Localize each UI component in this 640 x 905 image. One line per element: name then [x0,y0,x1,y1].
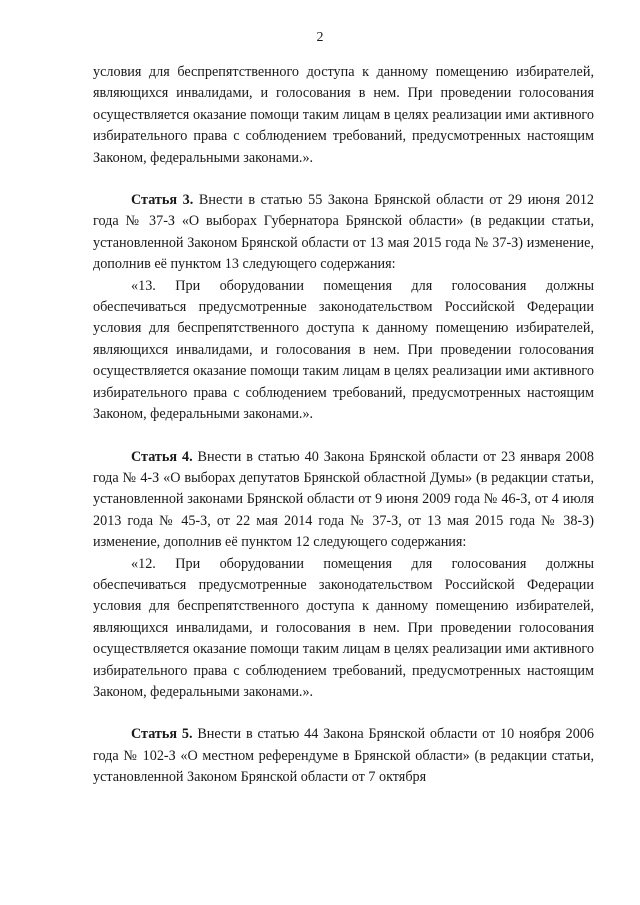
article-3-quote: «13. При оборудовании помещения для голосования должны обеспечиваться предусмотренные законодательством Российской Федерации условия для беспрепятственного доступа к данному помещению избирателей, являющихся инвалидами, и голосования в нем. При проведении голосования осуществляется оказание помощи таким лицам в целях реализации ими активного избирательного права с соблюдением требований, предусмотренных настоящим Законом, федеральными законами.». [93,277,594,423]
article-3-text: Внести в статью 55 Закона Брянской области от 29 июня 2012 года № 37-З «О выборах Губернатора Брянской области» (в редакции статьи, установленной Законом Брянской области от 13 мая 2015 года № 37-З) изменение, дополнив её пунктом 13 следующего содержания: [93,192,595,273]
article-4-quote: «12. При оборудовании помещения для голосования должны обеспечиваться предусмотренные законодательством Российской Федерации условия для беспрепятственного доступа к данному помещению избирателей, являющихся инвалидами, и голосования в нем. При проведении голосования осуществляется оказание помощи таким лицам в целях реализации ими активного избирательного права с соблюдением требований, предусмотренных настоящим Законом, федеральными законами.». [93,555,594,700]
document-body [93,62,594,789]
article-4-title: Статья 4. [131,448,193,465]
article-5-title: Статья 5. [131,726,193,743]
page-number: 2 [316,30,324,45]
article-4 [93,447,594,554]
article-3 [93,190,594,276]
paragraph-continuation: условия для беспрепятственного доступа к данному помещению избирателей, являющихся инвалидами, и голосования в нем. При проведении голосования осуществляется оказание помощи таким лицам в целях реализации ими активного избирательного права с соблюдением требований, предусмотренных настоящим Законом, федеральными законами.». [93,64,594,166]
article-5-text: Внести в статью 44 Закона Брянской области от 10 ноября 2006 года № 102-З «О местном референдуме в Брянской области» (в редакции статьи, установленной Законом Брянской области от 7 октября [93,726,594,786]
article-5 [93,724,594,788]
article-4-text: Внести в статью 40 Закона Брянской области от 23 января 2008 года № 4-З «О выборах депутатов Брянской областной Думы» (в редакции статьи, установленной законами Брянской области от 9 июня 2009 года № 46-З, от 4 июля 2013 года № 45-З, от 22 мая 2014 года № 37-З, от 13 мая 2015 года № 38-З) изменение, дополнив её пунктом 12 следующего содержания: [93,448,594,551]
article-3-title: Статья 3. [131,192,194,209]
